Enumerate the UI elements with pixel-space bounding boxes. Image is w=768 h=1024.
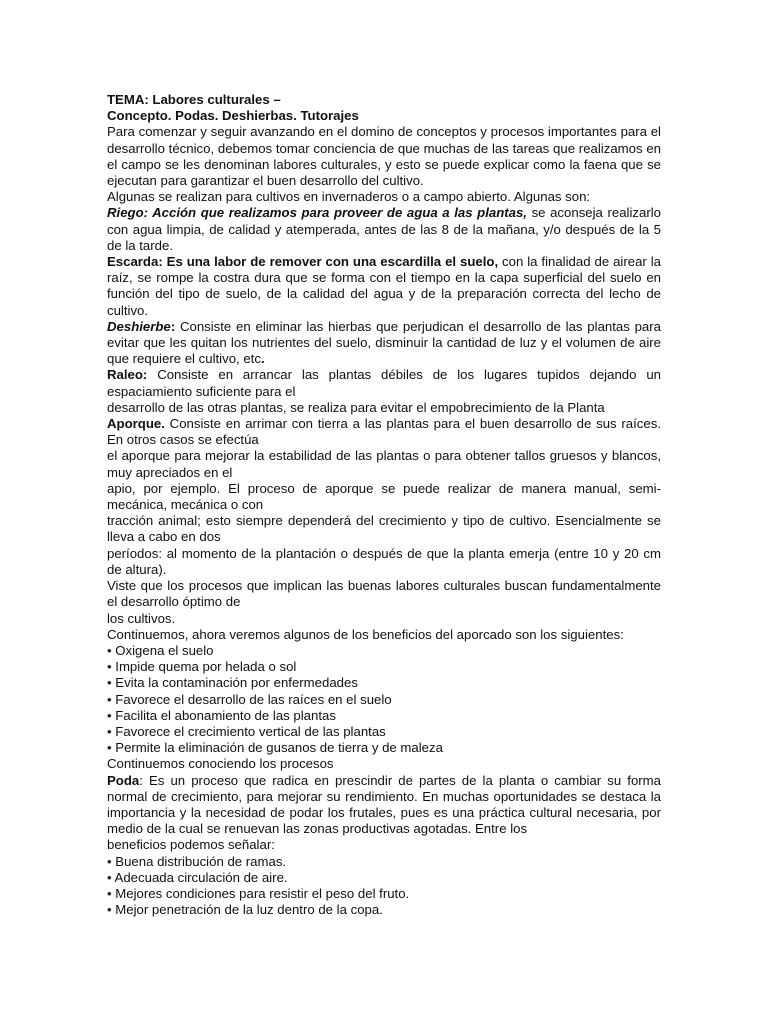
escarda-term: Escarda: Es una labor de remover con una escardilla el suelo, xyxy=(107,254,499,270)
poda-line-2: beneficios podemos señalar: xyxy=(107,837,275,853)
continuemos-procesos: Continuemos conociendo los procesos xyxy=(107,756,334,772)
poda-term: Poda xyxy=(107,772,140,788)
list-item: • Permite la eliminación de gusanos de tierra y de maleza xyxy=(107,740,443,756)
poda-text-1: : Es un proceso que radica en prescindir de partes de la planta o cambiar su forma normal de crecimiento, para mejorar su rendimiento. En muchas oportunidades se destaca la importancia y la necesidad de podar los frutales, pues es una práctica cultural necesaria, por medio de la cual se renuevan las zonas productivas agotadas. Entre los xyxy=(107,772,661,837)
list-item: • Facilita el abonamiento de las plantas xyxy=(107,707,336,723)
algunas-paragraph: Algunas se realizan para cultivos en invernaderos o a campo abierto. Algunas son: xyxy=(107,189,591,205)
list-item: • Oxigena el suelo xyxy=(107,642,214,658)
raleo-text-1: Consiste en arrancar las plantas débiles de los lugares tupidos dejando un espaciamiento suficiente para el xyxy=(107,367,661,399)
aporque-line-5: períodos: al momento de la plantación o después de que la planta emerja (entre 10 y 20 cm de altura). xyxy=(107,545,661,577)
riego-paragraph xyxy=(107,205,661,254)
escarda-paragraph xyxy=(107,254,661,319)
list-item: • Impide quema por helada o sol xyxy=(107,659,297,675)
list-item: • Buena distribución de ramas. xyxy=(107,853,287,869)
list-item: • Favorece el desarrollo de las raíces en el suelo xyxy=(107,691,392,707)
list-item: • Evita la contaminación por enfermedades xyxy=(107,675,358,691)
intro-paragraph: Para comenzar y seguir avanzando en el domino de conceptos y procesos importantes para el desarrollo técnico, debemos tomar conciencia de que muchas de las tareas que realizamos en el campo se les denominan labores culturales, y esto se puede explicar como la faena que se ejecutan para garantizar el buen desarrollo del cultivo. xyxy=(107,124,661,189)
title-line-1: TEMA: Labores culturales – xyxy=(107,92,281,107)
list-item: • Mejor penetración de la luz dentro de la copa. xyxy=(107,902,383,918)
aporque-line-4: tracción animal; esto siempre dependerá del crecimiento y tipo de cultivo. Esencialmente se lleva a cabo en dos xyxy=(107,513,661,545)
deshierbe-paragraph xyxy=(107,319,661,368)
document-body xyxy=(107,92,661,918)
raleo-term: Raleo: xyxy=(107,367,148,383)
aporque-line-2: el aporque para mejorar la estabilidad de las plantas o para obtener tallos gruesos y blancos, muy apreciados en el xyxy=(107,448,661,480)
deshierbe-term: Deshierbe xyxy=(107,318,171,334)
title-line-2: Concepto. Podas. Deshierbas. Tutorajes xyxy=(107,108,359,124)
deshierbe-colon: : xyxy=(170,318,176,334)
viste-line-2: los cultivos. xyxy=(107,610,176,626)
escarda-text: con la finalidad de airear la raíz, se rompe la costra dura que se forma con el tiempo en la capa superficial del suelo en función del tipo de suelo, de la calidad del agua y de la preparación correcta del lecho de cultivo. xyxy=(107,254,661,318)
deshierbe-text: Consiste en eliminar las hierbas que perjudican el desarrollo de las plantas para evitar que les quitan los nutrientes del suelo, disminuir la cantidad de luz y el volumen de aire que requiere el cultivo, etc xyxy=(107,318,661,367)
riego-term: Riego: Acción que realizamos para proveer de agua a las plantas, xyxy=(107,205,527,221)
aporque-paragraph xyxy=(107,416,661,448)
aporque-term: Aporque. xyxy=(107,416,165,432)
raleo-line-2: desarrollo de las otras plantas, se realiza para evitar el empobrecimiento de la Planta xyxy=(107,399,605,415)
raleo-paragraph xyxy=(107,367,661,399)
aporque-text-1: Consiste en arrimar con tierra a las plantas para el buen desarrollo de sus raíces. En otros casos se efectúa xyxy=(107,416,661,448)
viste-paragraph: Viste que los procesos que implican las buenas labores culturales buscan fundamentalmente el desarrollo óptimo de xyxy=(107,578,661,610)
poda-paragraph xyxy=(107,773,661,838)
list-item: • Favorece el crecimiento vertical de las plantas xyxy=(107,723,386,739)
list-item: • Mejores condiciones para resistir el peso del fruto. xyxy=(107,885,410,901)
deshierbe-end: . xyxy=(260,351,265,367)
aporque-line-3: apio, por ejemplo. El proceso de aporque se puede realizar de manera manual, semi-mecánica, mecánica o con xyxy=(107,480,661,513)
riego-text: se aconseja realizarlo con agua limpia, de calidad y atemperada, antes de las 8 de la mañana, y/o después de la 5 de la tarde. xyxy=(107,205,661,253)
list-item: • Adecuada circulación de aire. xyxy=(107,869,288,885)
continuemos-paragraph: Continuemos, ahora veremos algunos de los beneficios del aporcado son los siguientes: xyxy=(107,626,624,642)
